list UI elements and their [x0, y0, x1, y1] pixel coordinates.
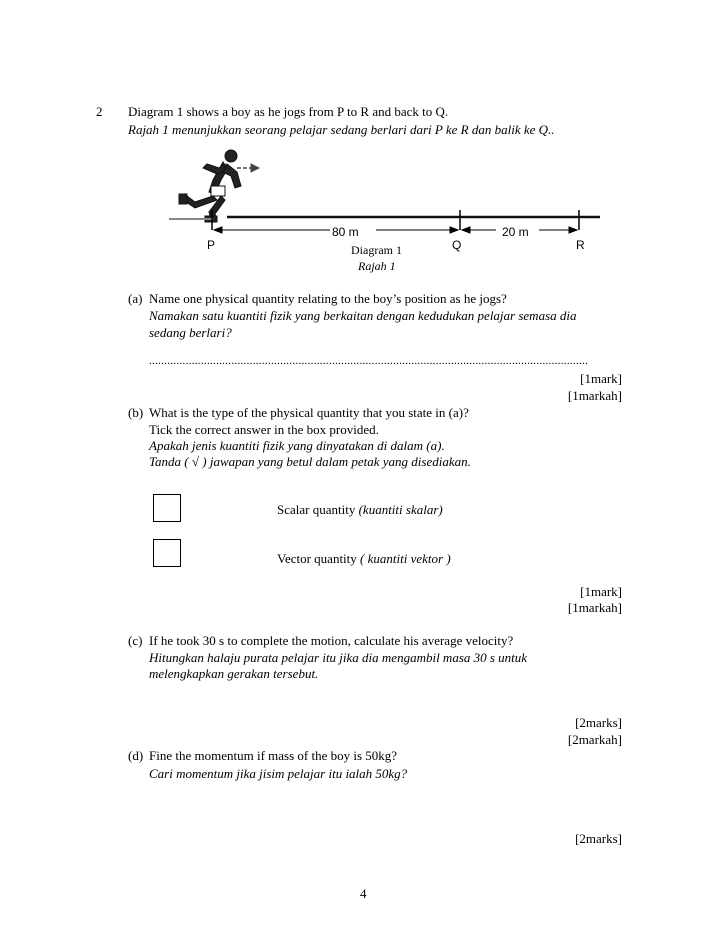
- vector-option-en: Vector quantity: [277, 551, 361, 566]
- part-a-question-en: Name one physical quantity relating to the boy’s position as he jogs?: [149, 291, 507, 306]
- part-c-mark-ms: [2markah]: [567, 732, 622, 747]
- page-number: 4: [360, 886, 367, 901]
- part-d-label: (d): [128, 748, 144, 763]
- scalar-checkbox[interactable]: [153, 494, 181, 522]
- part-a-question-ms-1: Namakan satu kuantiti fizik yang berkaitan dengan kedudukan pelajar semasa dia: [149, 308, 577, 323]
- part-a-mark-ms: [1markah]: [567, 388, 622, 403]
- vector-option-ms: ( kuantiti vektor ): [360, 551, 451, 566]
- part-c-label: (c): [128, 633, 143, 648]
- part-c-question-en: If he took 30 s to complete the motion, calculate his average velocity?: [149, 633, 514, 648]
- scalar-option-ms: (kuantiti skalar): [358, 502, 443, 517]
- part-b-question-ms: Apakah jenis kuantiti fizik yang dinyatakan di dalam (a).: [149, 438, 445, 453]
- part-a-question-ms-2: sedang berlari?: [149, 325, 232, 340]
- part-d-mark-en: [2marks]: [575, 831, 622, 846]
- distance-qr-label: 20 m: [502, 225, 529, 239]
- motion-arrow-icon: [237, 164, 259, 172]
- part-b-question-en: What is the type of the physical quantity that you state in (a)?: [149, 405, 469, 420]
- vector-option: [277, 550, 451, 567]
- part-b-label: (b): [128, 405, 144, 420]
- distance-pq-label: 80 m: [332, 225, 359, 239]
- part-b-instruction-ms: Tanda ( √ ) jawapan yang betul dalam petak yang disediakan.: [149, 454, 471, 469]
- question-number: 2: [96, 104, 103, 119]
- point-p-label: P: [207, 238, 216, 252]
- question-intro-en: Diagram 1 shows a boy as he jogs from P to R and back to Q.: [128, 104, 449, 119]
- part-c-mark-en: [2marks]: [575, 715, 622, 730]
- part-b-mark-ms: [1markah]: [567, 600, 622, 615]
- diagram-caption-en: Diagram 1: [351, 243, 402, 257]
- part-c-question-ms-1: Hitungkan halaju purata pelajar itu jika dia mengambil masa 30 s untuk: [149, 650, 528, 665]
- point-q-label: Q: [452, 238, 462, 252]
- part-a-label: (a): [128, 291, 143, 306]
- part-d-question-ms: Cari momentum jika jisim pelajar itu ialah 50kg?: [149, 766, 408, 781]
- scalar-option: [277, 501, 443, 518]
- part-b-instruction-en: Tick the correct answer in the box provided.: [149, 422, 379, 437]
- part-d-question-en: Fine the momentum if mass of the boy is 50kg?: [149, 748, 398, 763]
- runner-figure-icon: [179, 150, 241, 222]
- point-r-label: R: [576, 238, 585, 252]
- scalar-option-en: Scalar quantity: [277, 502, 359, 517]
- diagram-caption-ms: Rajah 1: [358, 259, 396, 273]
- part-a-answer-line[interactable]: ................................................................................................................................................: [149, 355, 589, 367]
- vector-checkbox[interactable]: [153, 539, 181, 567]
- part-b-mark-en: [1mark]: [580, 584, 622, 599]
- question-intro-ms: Rajah 1 menunjukkan seorang pelajar sedang berlari dari P ke R dan balik ke Q..: [128, 122, 555, 137]
- part-a-mark-en: [1mark]: [580, 371, 622, 386]
- track-diagram: [165, 140, 615, 260]
- part-c-question-ms-2: melengkapkan gerakan tersebut.: [149, 666, 319, 681]
- diagram-1: [165, 140, 615, 280]
